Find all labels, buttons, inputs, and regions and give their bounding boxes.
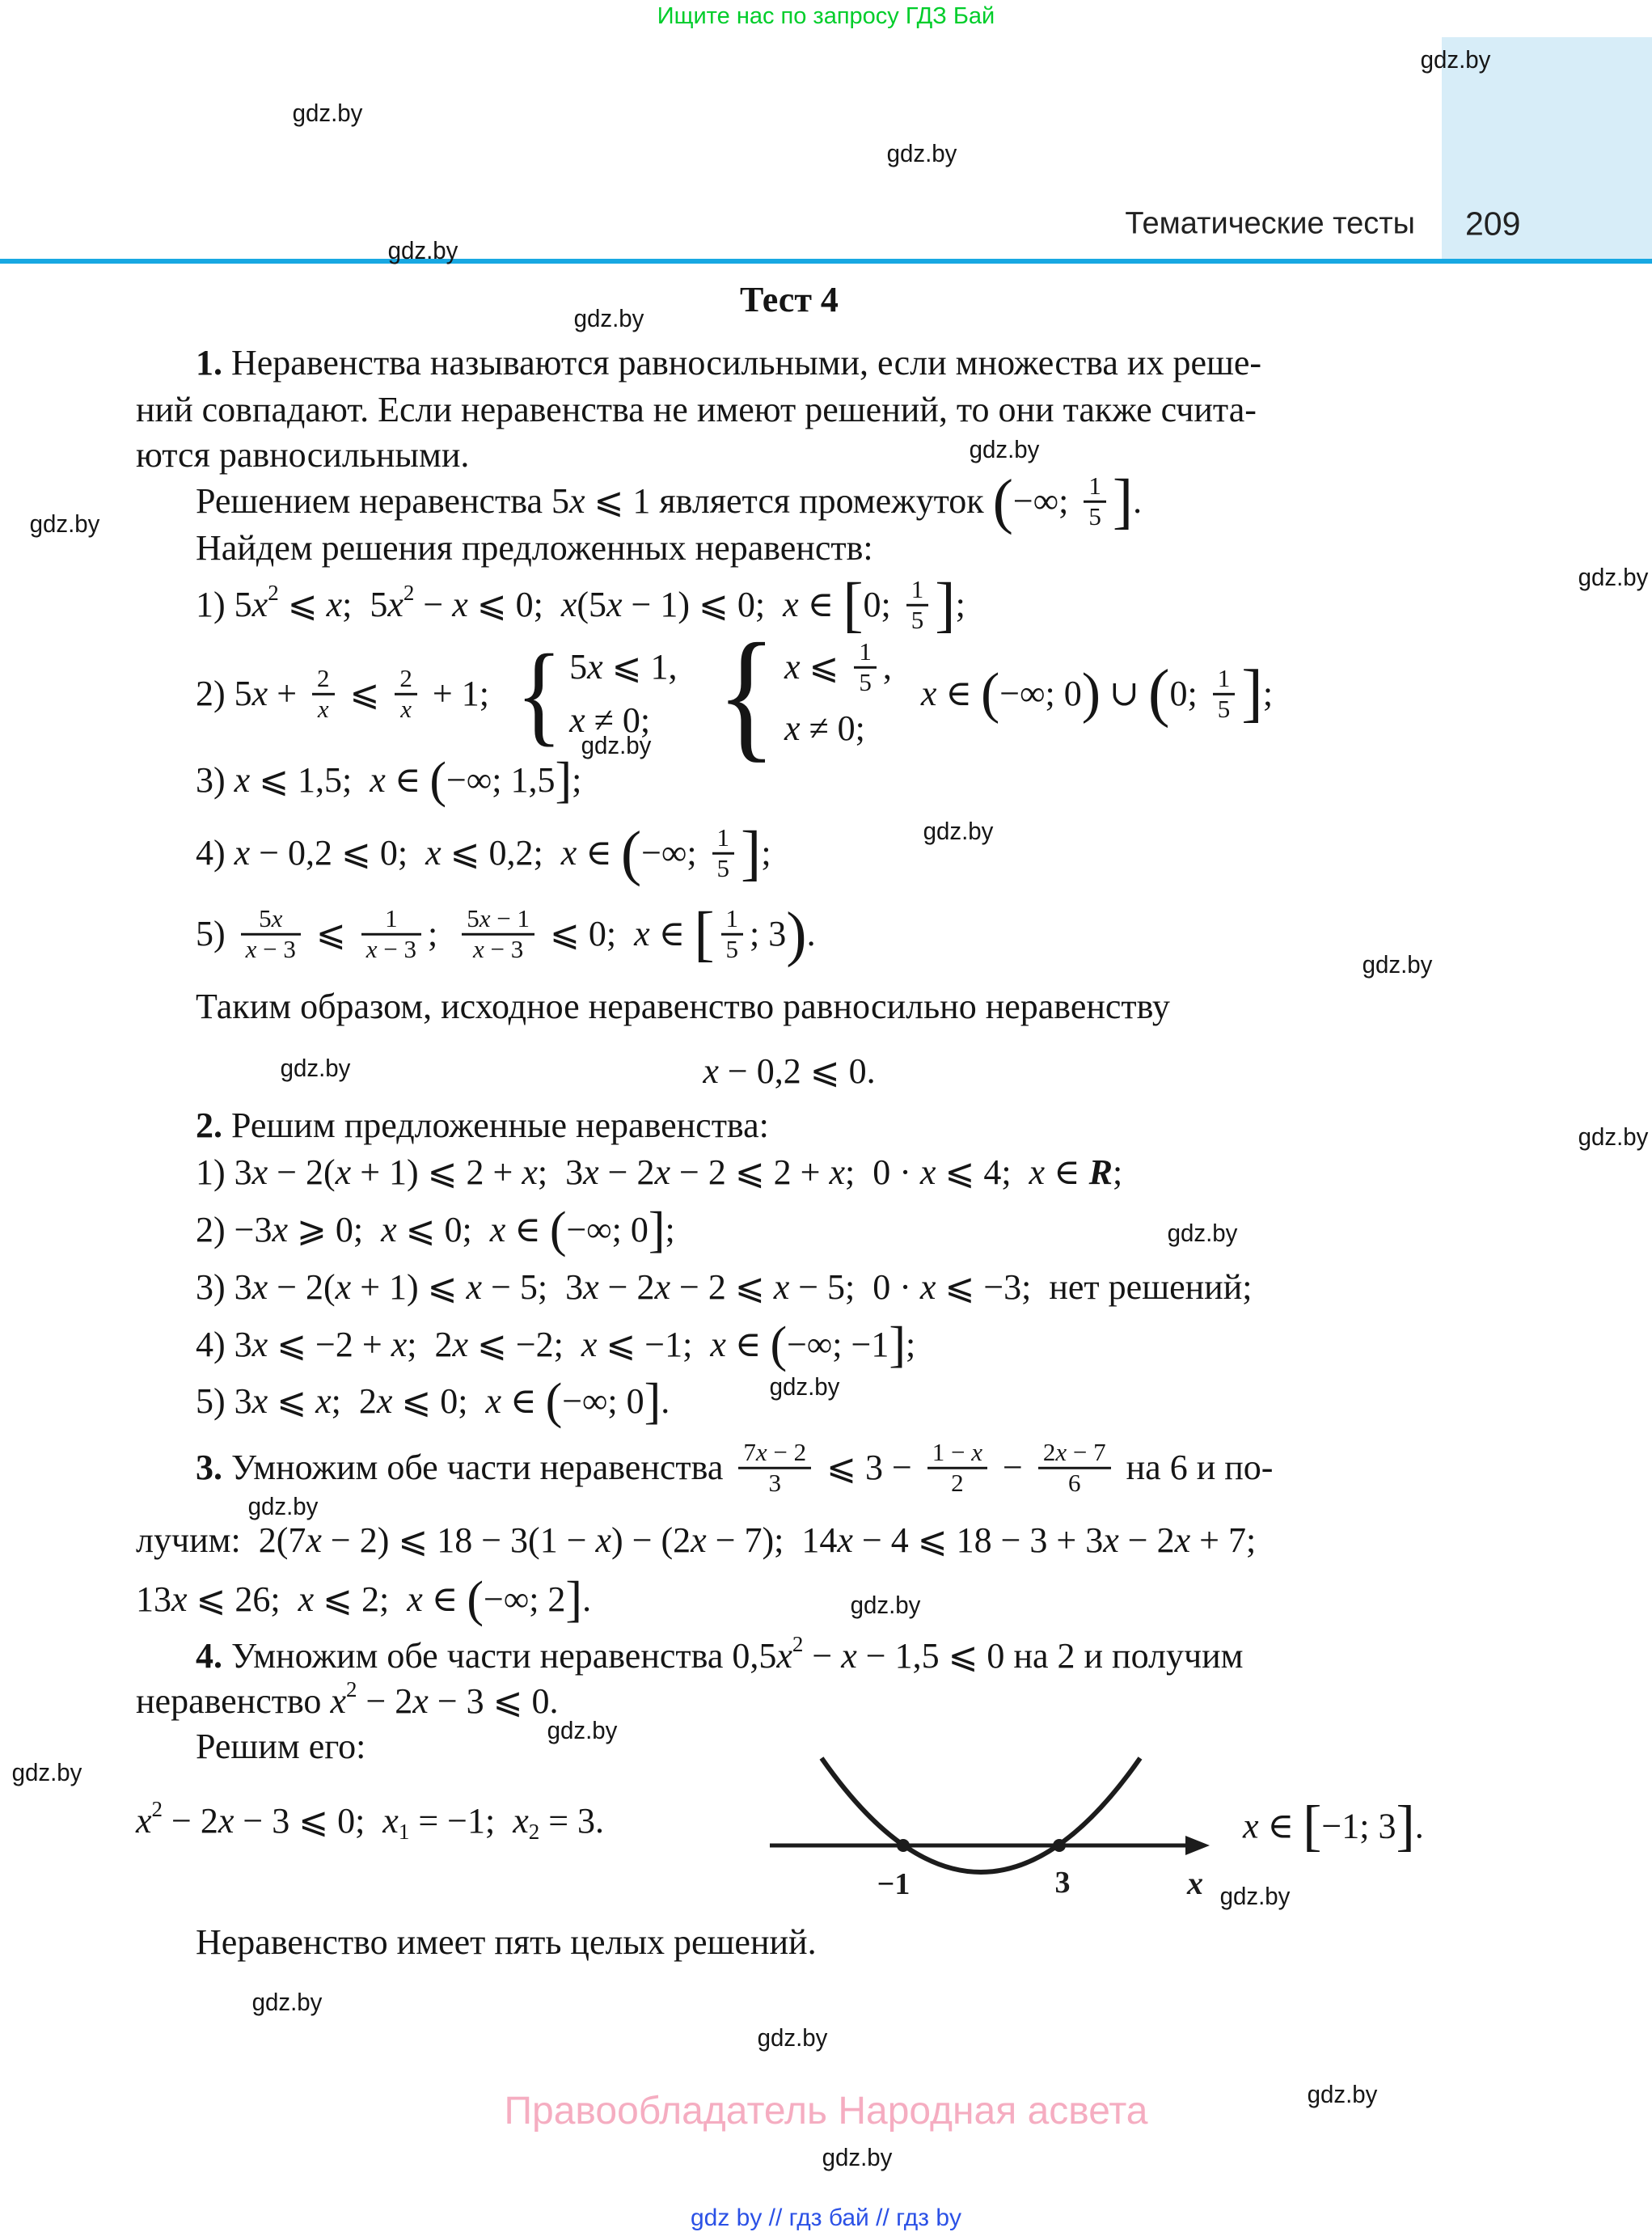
gdz-watermark: gdz.by [11,1758,82,1786]
fraction: $\frac{5x - 1}{x - 3}$ [462,905,534,963]
axis-label-x: x [1187,1865,1203,1901]
gdz-watermark: gdz.by [822,2143,893,2171]
gdz-watermark: gdz.by [1219,1882,1291,1910]
fraction: $\frac{2}{x}$ [312,665,335,723]
root-point [1053,1839,1066,1852]
root-point [897,1839,910,1852]
fraction: $\frac{1 - x}{2}$ [927,1439,987,1497]
para-4-line-3: Решим его: [196,1727,366,1767]
fraction: $\frac{2}{x}$ [395,665,417,723]
fraction: $\frac{1}{x - 3}$ [361,905,421,963]
para-2-heading: 2. Решим предложенные неравенства: [196,1105,769,1146]
para-4-line-2: неравенство x 2 − 2x − 3 ⩽ 0. [136,1677,559,1722]
closing-line: Неравенство имеет пять целых решений. [196,1922,817,1963]
item-2-1: 1) 3x − 2(x + 1) ⩽ 2 + x; 3x − 2x − 2 ⩽ 2 + x; 0 · x ⩽ 4; x ∈ R ; [196,1152,1123,1193]
gdz-watermark: gdz.by [387,236,458,264]
system-of-inequalities: { 5x ⩽ 1, x ≠ 0; [515,631,678,757]
item-1-5: 5) $\frac{5x}{x - 3}$ ⩽ $\frac{1}{x - 3}$ ; $\frac{5x - 1}{x - 3}$ ⩽ 0; x ∈ [ $\frac{1}{5}$ ; 3 ) . [196,899,816,968]
fraction: $\frac{1}{5}$ [721,905,744,963]
gdz-watermark: gdz.by [581,731,652,759]
root-label: −1 [877,1867,911,1901]
axis-arrowhead-icon [1185,1836,1210,1855]
parabola-curve [822,1758,1140,1872]
gdz-watermark: gdz.by [1362,950,1433,979]
gdz-watermark: gdz.by [1167,1219,1238,1247]
promo-banner: Ищите нас по запросу ГДЗ Бай [657,3,995,29]
fraction: $\frac{5x}{x - 3}$ [241,905,301,963]
fraction: $\frac{1}{5}$ [906,576,929,634]
gdz-watermark: gdz.by [1420,45,1491,74]
fraction: $\frac{1}{5}$ [854,638,877,696]
item-2-3: 3) 3x − 2(x + 1) ⩽ x − 5; 3x − 2x − 2 ⩽ x − 5; 0 · x ⩽ −3; нет решений; [196,1267,1253,1308]
eq-centered: x − 0,2 ⩽ 0. [703,1051,876,1092]
footer-links: gdz by // гдз бай // гдз by [690,2205,962,2231]
fraction: $\frac{1}{5}$ [712,824,735,882]
gdz-watermark: gdz.by [29,509,100,538]
gdz-watermark: gdz.by [1578,1122,1649,1151]
gdz-watermark: gdz.by [1307,2080,1378,2108]
para-3-line-2: лучим: 2(7x − 2) ⩽ 18 − 3(1 − x) − (2x − 7); 14x − 4 ⩽ 18 − 3 + 3x − 2x + 7; [136,1520,1257,1561]
para-4-line-1: 4. Умножим обе части неравенства 0,5x 2 − x − 1,5 ⩽ 0 на 2 и получим [196,1632,1244,1676]
page-number: 209 [1465,205,1521,243]
para-takim: Таким образом, исходное неравенство равносильно неравенству [196,987,1170,1027]
item-2-2: 2) −3x ⩾ 0; x ⩽ 0; x ∈ ( −∞; 0 ] ; [196,1202,675,1258]
running-head: Тематические тесты [1125,206,1415,241]
para-1-line-5: Найдем решения предложенных неравенств: [196,528,873,569]
gdz-watermark: gdz.by [969,435,1040,463]
para-3-line-3: 13x ⩽ 26; x ⩽ 2; x ∈ ( −∞; 2 ] . [136,1571,592,1627]
copyright-notice: Правообладатель Народная асвета [504,2090,1148,2133]
gdz-watermark: gdz.by [850,1591,921,1619]
fraction: $\frac{1}{5}$ [1084,472,1106,531]
root-label: 3 [1054,1866,1071,1900]
header-rule [0,259,1652,264]
item-2-5: 5) 3x ⩽ x; 2x ⩽ 0; x ∈ ( −∞; 0 ] . [196,1373,670,1429]
item-1-4: 4) x − 0,2 ⩽ 0; x ⩽ 0,2; x ∈ ( −∞; $\frac{1}{5}$ ] ; [196,818,771,887]
fraction: $\frac{7x - 2}{3}$ [738,1439,811,1497]
system-of-inequalities: { x ⩽ $\frac{1}{5}$ , x ≠ 0; [716,613,892,775]
item-1-3: 3) x ⩽ 1,5; x ∈ ( −∞; 1,5 ] ; [196,752,582,808]
item-1-2: 2) 5x + $\frac{2}{x}$ ⩽ $\frac{2}{x}$ + 1; { 5x ⩽ 1, x ≠ 0; { x ⩽ $\frac{1}{5}$ , x ≠ 0; x ∈ ( −∞; 0 ) ∪ ( 0; $\frac{1}{5}$ ] ; [196,613,1274,775]
para-1-line-1: 1. Неравенства называются равносильными, если множества их реше- [196,343,1262,383]
test-title: Тест 4 [740,280,839,320]
gdz-watermark: gdz.by [247,1492,319,1520]
gdz-watermark: gdz.by [280,1054,351,1082]
para-1-line-2: ний совпадают. Если неравенства не имеют решений, то они также счита- [136,390,1257,430]
para-3-line-1: 3. Умножим обе части неравенства $\frac{7x - 2}{3}$ ⩽ 3 − $\frac{1 - x}{2}$ − $\frac{2x - 7}{6}$ на 6 и по- [196,1437,1274,1497]
fraction: $\frac{2x - 7}{6}$ [1038,1439,1111,1497]
item-2-4: 4) 3x ⩽ −2 + x; 2x ⩽ −2; x ⩽ −1; x ∈ ( −∞; −1 ] ; [196,1317,916,1372]
gdz-watermark: gdz.by [923,817,994,845]
gdz-watermark: gdz.by [769,1372,840,1401]
para-1-line-4: Решением неравенства 5x ⩽ 1 является промежуток ( −∞; $\frac{1}{5}$ ] . [196,467,1143,535]
solution-interval: x ∈ [ −1; 3 ] . [1243,1794,1424,1858]
item-1-1: 1) 5x 2 ⩽ x; 5x 2 − x ⩽ 0; x(5x − 1) ⩽ 0; x ∈ [ 0; $\frac{1}{5}$ ] ; [196,570,965,639]
gdz-watermark: gdz.by [547,1716,618,1744]
gdz-watermark: gdz.by [251,1988,323,2016]
parabola-graph [760,1739,1237,1929]
gdz-watermark: gdz.by [757,2023,828,2052]
fraction: $\frac{1}{5}$ [1213,665,1236,723]
gdz-watermark: gdz.by [1578,563,1649,591]
gdz-watermark: gdz.by [886,139,957,167]
para-1-line-3: ются равносильными. [136,435,470,476]
solution-equation: x 2 − 2x − 3 ⩽ 0; x 1 = −1; x 2 = 3. [136,1797,605,1845]
gdz-watermark: gdz.by [292,99,363,127]
gdz-watermark: gdz.by [573,304,644,332]
